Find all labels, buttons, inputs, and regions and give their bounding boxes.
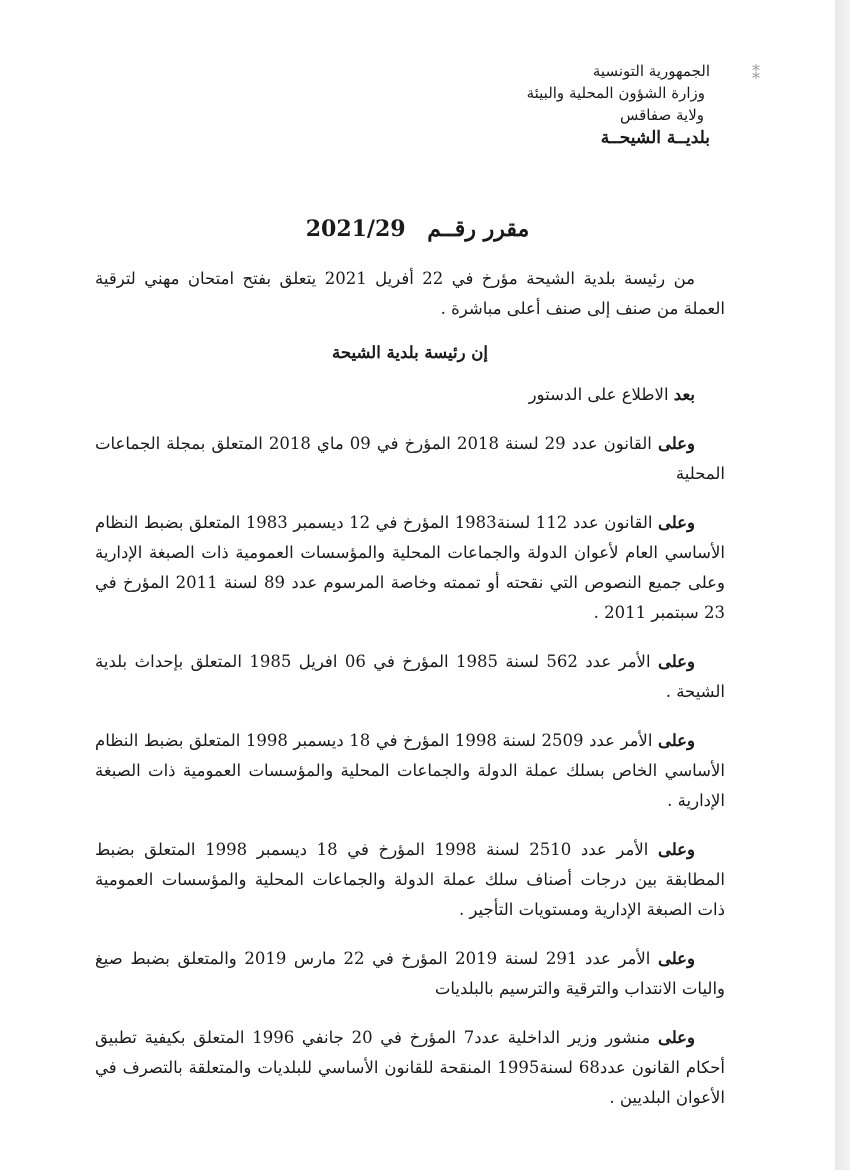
letterhead-governorate: ولاية صفاقس: [620, 106, 704, 124]
reference-lead: وعلى: [657, 731, 695, 750]
reference-paragraph: [95, 835, 725, 925]
letterhead: [390, 60, 710, 150]
document-body: [95, 264, 725, 1132]
intro-paragraph: من رئيسة بلدية الشيحة مؤرخ في 22 أفريل 2021 يتعلق بفتح امتحان مهني لترقية العملة من صنف إلى صنف أعلى مباشرة .: [95, 269, 725, 318]
reference-paragraph: [95, 380, 725, 410]
reference-lead: وعلى: [657, 652, 695, 671]
reference-text: الأمر عدد 2510 لسنة 1998 المؤرخ في 18 ديسمبر 1998 المتعلق بضبط المطابقة بين درجات أصناف سلك عملة الدولة والجماعات المحلية والمؤسسات العمومية ذات الصبغة الإدارية ومستويات التأجير .: [95, 840, 725, 919]
scan-mark-icon: ⁑: [752, 64, 760, 83]
reference-paragraph: [95, 944, 725, 1004]
reference-lead: وعلى: [657, 513, 695, 532]
reference-paragraph: [95, 1023, 725, 1113]
reference-paragraph: [95, 429, 725, 489]
letterhead-ministry: وزارة الشؤون المحلية والبيئة: [526, 84, 705, 102]
reference-lead: وعلى: [657, 1028, 695, 1047]
reference-text: الأمر عدد 2509 لسنة 1998 المؤرخ في 18 ديسمبر 1998 المتعلق بضبط النظام الأساسي الخاص بسلك عملة الدولة والجماعات المحلية والمؤسسات العمومية ذات الصبغة الإدارية .: [95, 731, 725, 810]
letterhead-municipality: بلديــة الشيحــة: [600, 128, 710, 148]
reference-text: منشور وزير الداخلية عدد7 المؤرخ في 20 جانفي 1996 المتعلق بكيفية تطبيق أحكام القانون عدد68 لسنة1995 المنقحة للقانون الأساسي للبلديات والمتعلقة بالتصرف في الأعوان البلديين .: [95, 1028, 726, 1107]
reference-text: الأمر عدد 562 لسنة 1985 المؤرخ في 06 افريل 1985 المتعلق بإحداث بلدية الشيحة .: [95, 652, 725, 701]
scan-edge: [835, 0, 850, 1170]
reference-lead: وعلى: [657, 434, 695, 453]
decision-title: [0, 214, 835, 244]
decision-title-label: مقرر رقــم: [427, 216, 530, 242]
reference-text: القانون عدد 29 لسنة 2018 المؤرخ في 09 ماي 2018 المتعلق بمجلة الجماعات المحلية: [95, 434, 725, 483]
reference-text: الاطلاع على الدستور: [528, 385, 674, 404]
decision-number: 2021/29: [305, 216, 406, 242]
reference-lead: وعلى: [657, 949, 695, 968]
reference-text: القانون عدد 112 لسنة1983 المؤرخ في 12 ديسمبر 1983 المتعلق بضبط النظام الأساسي العام لأعوان الدولة والجماعات المحلية والمؤسسات العمومية ذات الصبغة الإدارية وعلى جميع النصوص التي نقحته أو تممته وخاصة المرسوم عدد 89 لسنة 2011 المؤرخ في 23 سبتمبر 2011 .: [95, 513, 725, 622]
reference-paragraph: [95, 647, 725, 707]
reference-paragraph: [95, 508, 725, 628]
reference-lead: وعلى: [657, 840, 695, 859]
letterhead-country: الجمهورية التونسية: [592, 62, 710, 80]
reference-lead: بعد: [673, 385, 695, 404]
authority-line: إن رئيسة بلدية الشيحة: [331, 343, 488, 362]
reference-text: الأمر عدد 291 لسنة 2019 المؤرخ في 22 مارس 2019 والمتعلق بضبط صيغ واليات الانتداب والترقية والترسيم بالبلديات: [95, 949, 725, 998]
reference-paragraph: [95, 726, 725, 816]
